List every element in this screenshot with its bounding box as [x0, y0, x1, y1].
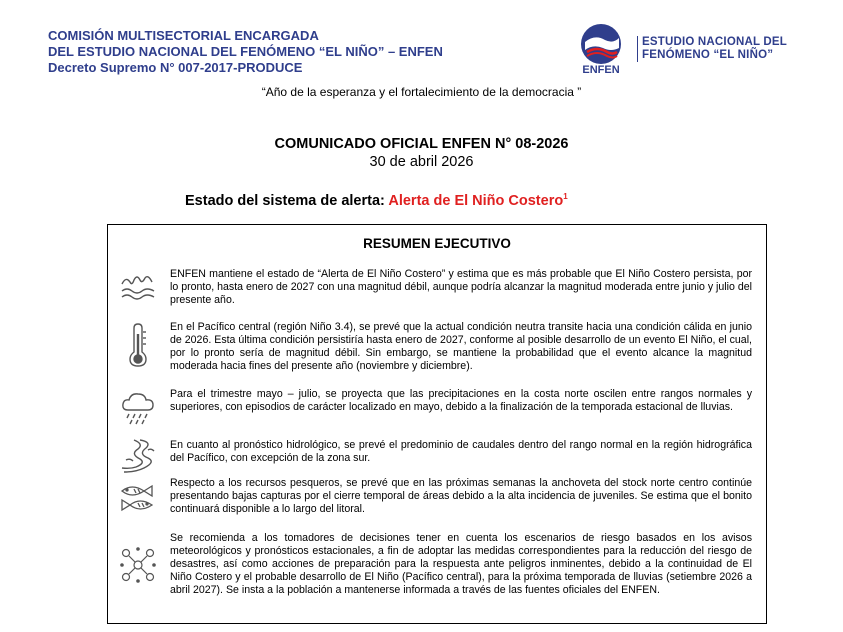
- agency-header: [48, 28, 443, 76]
- river-icon: [118, 436, 158, 476]
- alert-label: Estado del sistema de alerta:: [185, 192, 389, 209]
- summary-item-3: Para el trimestre mayo – julio, se proyecta que las precipitaciones en la costa norte oscilen entre rangos normales y superiores, con episodios de carácter localizado en mayo, debido a la finalización de la temporada estacional de lluvias.: [170, 388, 752, 414]
- alert-status: [185, 192, 568, 209]
- summary-item-6: Se recomienda a los tomadores de decisiones tener en cuenta los escenarios de riesgo basados en los avisos meteorológicos y pronósticos estacionales, a fin de adoptar las medidas correspondientes para la reducción del riesgo de desastres, así como acciones de preparación para la respuesta ante peligros inminentes, debido a la continuidad de El Niño Costero y el probable desarrollo de El Niño (Pacífico central), para la próxima temporada de lluvias (setiembre 2026 a abril 2027). Se insta a la población a mantenerse informada a través de las fuentes oficiales del ENFEN.: [170, 532, 752, 597]
- enfen-logo: [575, 22, 627, 74]
- thermometer-icon: [118, 322, 158, 368]
- rain-cloud-icon: [118, 388, 158, 428]
- logo-wordmark: ENFEN: [582, 64, 620, 74]
- year-motto: “Año de la esperanza y el fortalecimiento de la democracia ”: [261, 85, 582, 99]
- summary-item-5: Respecto a los recursos pesqueros, se prevé que en las próximas semanas la anchoveta del stock norte centro continúe presentando bajas capturas por el cierre temporal de áreas debido a la alta incidencia de juveniles. Se estima que el bonito continuará disponible a lo largo del litoral.: [170, 477, 752, 516]
- alert-footnote-ref: 1: [563, 192, 568, 201]
- logo-title-line1: ESTUDIO NACIONAL DEL: [642, 36, 787, 48]
- communique-date: 30 de abril 2026: [369, 154, 474, 170]
- summary-item-4: En cuanto al pronóstico hidrológico, se prevé el predominio de caudales dentro del rango normal en la región hidrográfica del Pacífico, con excepción de la zona sur.: [170, 439, 752, 465]
- communique-title: COMUNICADO OFICIAL ENFEN N° 08-2026: [274, 136, 569, 152]
- summary-title: RESUMEN EJECUTIVO: [363, 236, 511, 251]
- logo-title-line2: FENÓMENO “EL NIÑO”: [642, 49, 774, 61]
- summary-item-2: En el Pacífico central (región Niño 3.4), se prevé que la actual condición neutra transite hacia una condición cálida en junio de 2026. Esta última condición persistiría hasta enero de 2027, conforme al posible desarrollo de un evento El Niño, el cual, por lo pronto sería de magnitud débil. Sin embargo, se mantiene la probabilidad que el evento alcance la magnitud moderada hacia fines del presente año (noviembre y diciembre).: [170, 321, 752, 373]
- decree-line: Decreto Supremo N° 007-2017-PRODUCE: [48, 60, 303, 75]
- logo-title: [637, 36, 787, 62]
- waves-icon: [118, 268, 158, 308]
- summary-item-1: ENFEN mantiene el estado de “Alerta de El Niño Costero” y estima que es más probable que El Niño Costero persista, por lo pronto, hasta enero de 2027 con una magnitud débil, aunque podría alcanzar la magnitud moderada entre junio y julio del presente año.: [170, 268, 752, 307]
- people-network-icon: [118, 545, 158, 585]
- agency-name-line1: COMISIÓN MULTISECTORIAL ENCARGADA: [48, 28, 319, 43]
- fish-icon: [118, 478, 158, 518]
- agency-name-line2: DEL ESTUDIO NACIONAL DEL FENÓMENO “EL NIÑO” – ENFEN: [48, 44, 443, 59]
- alert-value: Alerta de El Niño Costero: [388, 192, 564, 209]
